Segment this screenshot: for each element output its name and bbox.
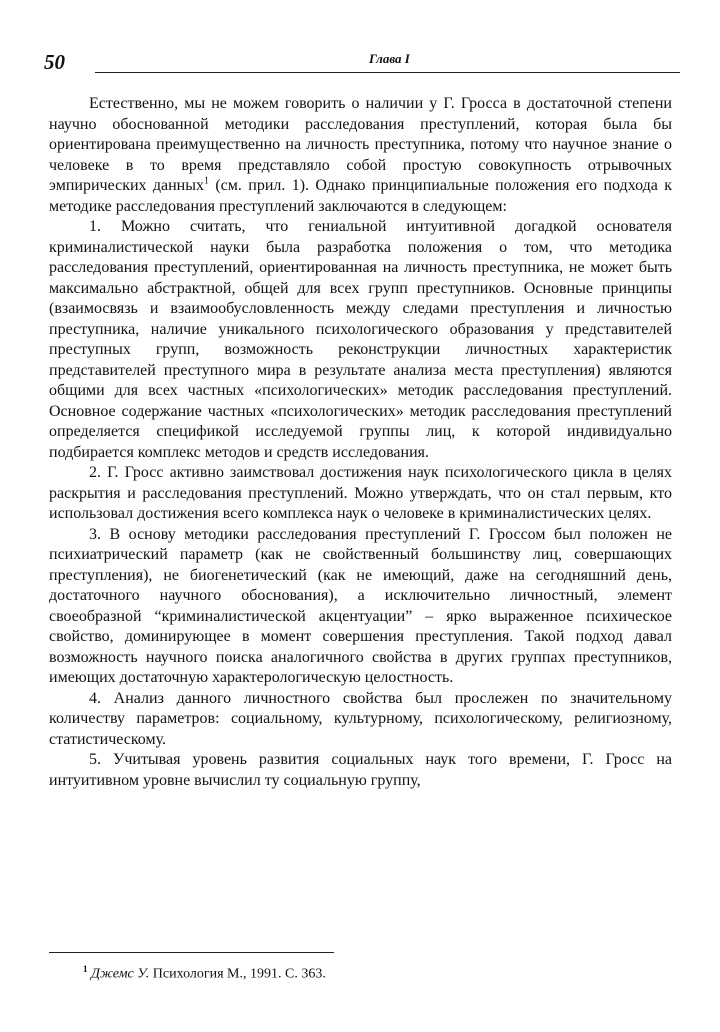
paragraph-intro — [49, 94, 672, 217]
footnote-reference[interactable]: 1 — [204, 175, 209, 187]
header-rule — [95, 72, 680, 73]
footnote-rule — [49, 952, 334, 953]
footnote-author: Джемс У. — [91, 966, 150, 982]
footnote-text: Психология М., 1991. С. 363. — [149, 966, 326, 982]
running-head: Глава I — [369, 51, 410, 66]
paragraph-text-tail: (см. прил. 1). Однако принципиальные положения его подхода к методике расследования преступлений заключаются в следующем: — [49, 177, 673, 215]
footnote — [83, 960, 643, 984]
main-text — [49, 94, 672, 791]
paragraph-point-5: 5. Учитывая уровень развития социальных наук того времени, Г. Гросс на интуитивном уровне вычислил ту социальную группу, — [49, 751, 672, 789]
paragraph-point-4: 4. Анализ данного личностного свойства был прослежен по значительному количеству параметров: социальному, культурному, психологическому, религиозному, статистическому. — [49, 689, 672, 748]
paragraph-text: Естественно, мы не можем говорить о наличии у Г. Гросса в достаточной степени научно обоснованной методики расследования преступлений, которая была бы ориентирована преимущественно на личность преступника, потому что научное знание о человеке в то время представляло собой простую совокупность отрывочных эмпирических данных — [49, 95, 672, 194]
paragraph-point-2: 2. Г. Гросс активно заимствовал достижения наук психологического цикла в целях раскрытия и расследования преступлений. Можно утверждать, что он стал первым, кто использовал достижения всего комплекса наук о человеке в криминалистических целях. — [49, 464, 672, 522]
page-header — [44, 50, 680, 80]
footnote-mark: 1 — [83, 964, 88, 974]
paragraph-point-3: 3. В основу методики расследования преступлений Г. Гроссом был положен не психиатрический параметр (как не свойственный большинству лиц, совершающих преступления), не биогенетический (как не имеющий, даже на сегодняшний день, достаточного научного обоснования), а исключительно личностный, элемент своеобразной “криминалистической акцентуации” – ярко выраженное психическое свойство, доминирующее в момент совершения преступления. Такой подход давал возможность научного поиска аналогичного свойства в других группах преступников, имеющих достаточную характерологическую целостность. — [49, 525, 672, 686]
paragraph-point-1: 1. Можно считать, что гениальной интуитивной догадкой основателя криминалистической науки была разработка положения о том, что методика расследования преступлений, ориентированная на личность преступника, не может быть максимально абстрактной, общей для всех групп преступников. Основные принципы (взаимосвязь и взаимообусловленность между следами преступления и личностью преступника, наличие уникального психологического образования у представителей преступных групп, возможность реконструкции личностных характеристик представителей преступного мира в результате анализа места преступления) являются общими для всех частных «психологических» методик расследования преступлений. Основное содержание частных «психологических» методик расследования преступлений определяется спецификой исследуемой группы лиц, к которой индивидуально подбирается комплекс методов и средств исследования. — [49, 218, 672, 461]
page-number: 50 — [44, 50, 65, 74]
